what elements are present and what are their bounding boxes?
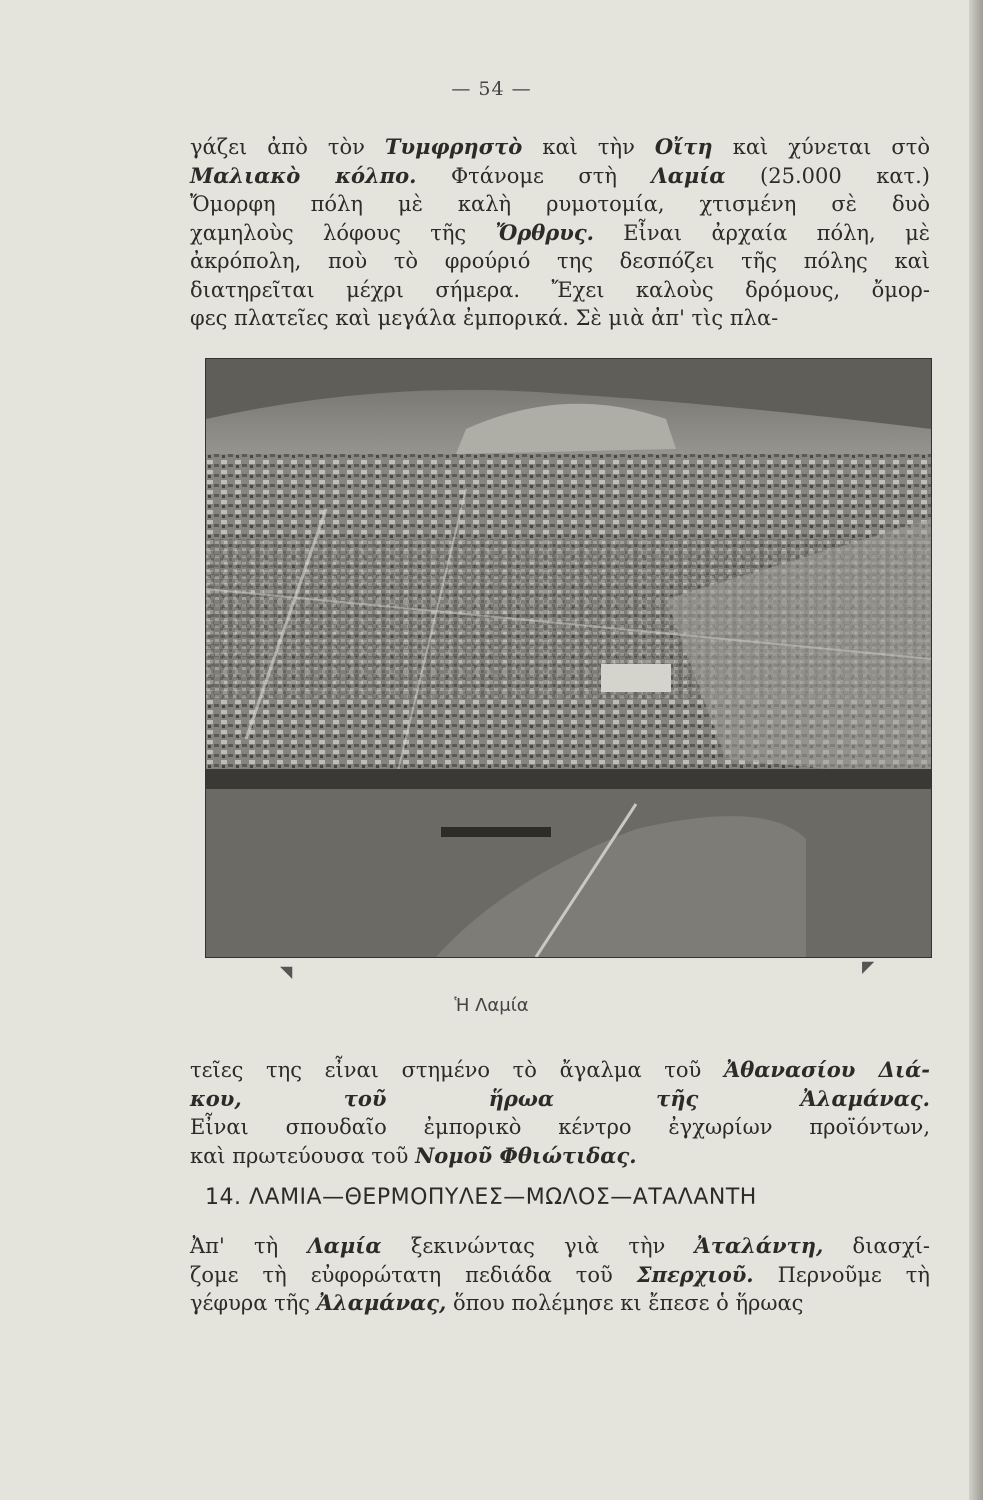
emphasis-text: Ἀταλάντη, [694, 1233, 824, 1258]
section-heading: 14. ΛΑΜΙΑ—ΘΕΡΜΟΠΥΛΕΣ—ΜΩΛΟΣ—ΑΤΑΛΑΝΤΗ [205, 1185, 757, 1210]
body-text: χαμηλοὺς λόφους τῆς [190, 220, 496, 245]
body-text: ξεκινώντας γιὰ τὴν [381, 1234, 695, 1258]
emphasis-text: Οἴτη [654, 134, 713, 159]
emphasis-text: Μαλιακὸ κόλπο. [190, 162, 417, 188]
body-text: φες πλατεῖες καὶ μεγάλα ἐμπορικά. Σὲ μιὰ ἀπ' τὶς πλα- [190, 306, 779, 330]
emphasis-text: Ἀθανασίου Διά- [723, 1057, 930, 1082]
body-text: Περνοῦμε τὴ [753, 1262, 930, 1287]
body-text: καὶ πρωτεύουσα τοῦ [190, 1143, 416, 1168]
paragraph-top [190, 133, 930, 333]
emphasis-text: Ἀλαμάνας, [316, 1290, 447, 1315]
body-text: διασχί- [823, 1234, 930, 1258]
body-text: ζομε τὴ εὐφορώτατη πεδιάδα τοῦ [190, 1262, 637, 1287]
emphasis-text: Ὄρθρυς. [495, 219, 594, 245]
text-line [190, 190, 930, 219]
text-line [190, 1056, 930, 1085]
text-line [190, 162, 930, 191]
body-text: ὅπου πολέμησε κι ἔπεσε ὁ ἥρωας [446, 1291, 804, 1315]
text-line [190, 1085, 930, 1114]
page-edge-shadow [969, 0, 983, 1500]
emphasis-text: Νομοῦ Φθιώτιδας. [415, 1142, 637, 1168]
body-text: Ἀπ' τὴ [190, 1234, 308, 1258]
body-text: καὶ τὴν [522, 135, 655, 159]
body-text: Εἶναι σπουδαῖο ἐμπορικὸ κέντρο ἐγχωρίων προϊόντων, [190, 1115, 930, 1139]
text-line [190, 247, 930, 276]
emphasis-text: Τυμφρηστὸ [384, 134, 523, 159]
body-text: καὶ χύνεται στὸ [712, 135, 931, 159]
emphasis-text: Λαμία [307, 1233, 382, 1258]
text-line [190, 1142, 930, 1171]
text-line [190, 1113, 930, 1142]
body-text: γάζει ἀπὸ τὸν [190, 135, 385, 159]
text-line [190, 219, 930, 248]
text-line [190, 1289, 930, 1318]
body-text: διατηρεῖται μέχρι σήμερα. Ἔχει καλοὺς δρόμους, ὄμορ- [190, 277, 930, 302]
body-text: (25.000 κατ.) [725, 163, 931, 188]
body-text: γέφυρα τῆς [190, 1291, 317, 1315]
text-line [190, 304, 930, 333]
scan-mark-icon: ◥ [280, 962, 293, 981]
emphasis-text: κου, τοῦ ἥρωα τῆς Ἀλαμάνας. [190, 1085, 930, 1111]
body-text: Ὄμορφη πόλη μὲ καλὴ ρυμοτομία, χτισμένη σὲ δυὸ [190, 192, 930, 216]
aerial-view-image [206, 359, 931, 957]
emphasis-text: Σπερχιοῦ. [636, 1261, 754, 1287]
text-line [190, 133, 930, 162]
body-text: τεῖες της εἶναι στημένο τὸ ἄγαλμα τοῦ [190, 1058, 724, 1082]
emphasis-text: Λαμία [651, 162, 726, 188]
city-photograph [205, 358, 932, 958]
paragraph-bottom [190, 1232, 930, 1318]
scan-mark-icon: ◤ [862, 957, 875, 976]
text-line [190, 276, 930, 305]
body-text: Φτάνομε στὴ [416, 163, 652, 188]
text-line [190, 1261, 930, 1290]
photo-caption: Ἡ Λαμία [454, 995, 529, 1016]
page-number: — 54 — [451, 78, 532, 100]
paragraph-middle [190, 1056, 930, 1170]
body-text: Εἶναι ἀρχαία πόλη, μὲ [593, 220, 930, 245]
body-text: ἀκρόπολη, ποὺ τὸ φρούριό της δεσπόζει τῆς πόλης καὶ [190, 249, 930, 273]
text-line [190, 1232, 930, 1261]
